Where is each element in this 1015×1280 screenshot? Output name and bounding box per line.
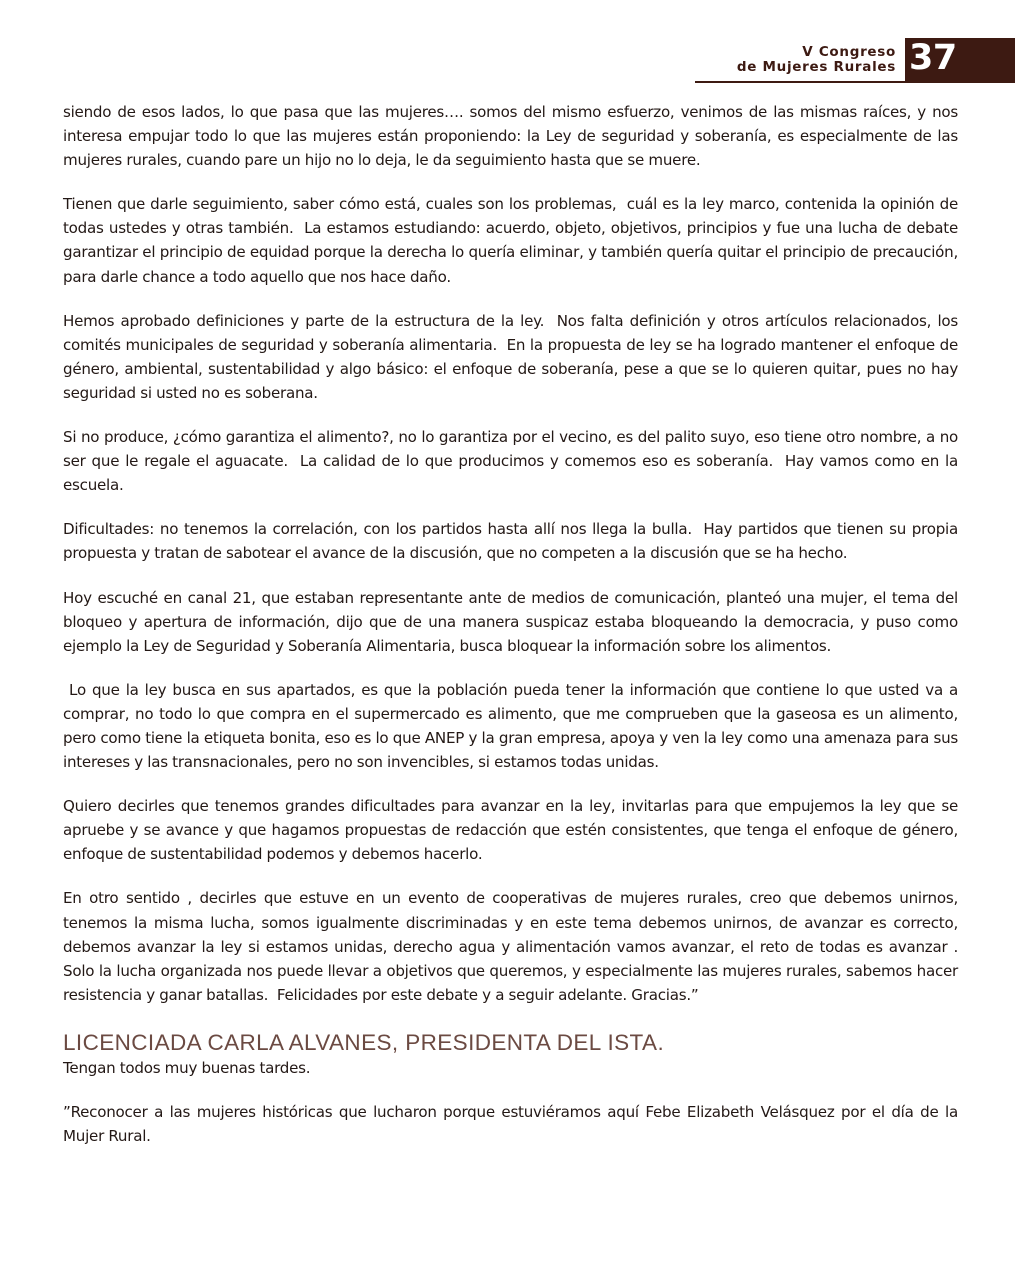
body-paragraph: ”Reconocer a las mujeres históricas que lucharon porque estuviéramos aquí Febe Elizabeth Velásquez por el día de la Mujer Rural.	[63, 1102, 963, 1145]
section-heading: LICENCIADA CARLA ALVANES, PRESIDENTA DEL ISTA.	[63, 1029, 665, 1055]
body-text-column	[63, 100, 963, 1168]
header-title-line-2: de Mujeres Rurales	[736, 59, 896, 75]
body-paragraph: Tengan todos muy buenas tardes.	[63, 1058, 311, 1077]
body-paragraph: En otro sentido , decirles que estuve en un evento de cooperativas de mujeres rurales, creo que debemos unirnos, tenemos la misma lucha, somos igualmente discriminadas y en este tema debemos unirnos, de avanzar es correcto, debemos avanzar la ley si estamos unidas, derecho agua y alimentación vamos avanzar, el reto de todas es avanzar . Solo la lucha organizada nos puede llevar a objetivos que queremos, y especialmente las mujeres rurales, sabemos hacer resistencia y ganar batallas. Felicidades por este debate y a seguir adelante. Gracias.”	[63, 889, 963, 1004]
body-paragraph: Si no produce, ¿cómo garantiza el alimento?, no lo garantiza por el vecino, es del palito suyo, eso tiene otro nombre, a no ser que le regale el aguacate. La calidad de lo que producimos y comemos eso es soberanía. Hay vamos como en la escuela.	[63, 428, 963, 495]
header-inner	[737, 38, 1015, 82]
header-divider-rule	[695, 81, 1015, 83]
body-paragraph: Dificultades: no tenemos la correlación, con los partidos hasta allí nos llega la bulla. Hay partidos que tienen su propia propuesta y tratan de sabotear el avance de la discusión, que no competen a la discusión que se ha hecho.	[63, 520, 963, 563]
page-header	[0, 38, 1015, 94]
page-number: 37	[909, 37, 957, 78]
body-paragraph: Quiero decirles que tenemos grandes dificultades para avanzar en la ley, invitarlas para que empujemos la ley que se apruebe y se avance y que hagamos propuestas de redacción que estén consistentes, que tenga el enfoque de género, enfoque de sustentabilidad podemos y debemos hacerlo.	[63, 797, 963, 864]
header-title-block	[737, 38, 905, 82]
page-number-box	[905, 38, 1015, 82]
body-paragraph: Tienen que darle seguimiento, saber cómo está, cuales son los problemas, cuál es la ley marco, contenida la opinión de todas ustedes y otras también. La estamos estudiando: acuerdo, objeto, objetivos, principios y fue una lucha de debate garantizar el principio de equidad porque la derecha lo quería eliminar, y también quería quitar el principio de precaución, para darle chance a todo aquello que nos hace daño.	[63, 195, 963, 286]
body-paragraph: Hoy escuché en canal 21, que estaban representante ante de medios de comunicación, planteó una mujer, el tema del bloqueo y apertura de información, dijo que de una manera suspicaz estaba bloqueando la democracia, y puso como ejemplo la Ley de Seguridad y Soberanía Alimentaria, busca bloquear la información sobre los alimentos.	[63, 588, 963, 655]
body-paragraph: Lo que la ley busca en sus apartados, es que la población pueda tener la información que contiene lo que usted va a comprar, no todo lo que compra en el supermercado es alimento, que me comprueben que la gaseosa es un alimento, pero como tiene la etiqueta bonita, eso es lo que ANEP y la gran empresa, apoya y ven la ley como una amenaza para sus intereses y las transnacionales, pero no son invencibles, si estamos todas unidas.	[63, 680, 963, 772]
body-paragraph: siendo de esos lados, lo que pasa que las mujeres…. somos del mismo esfuerzo, venimos de las mismas raíces, y nos interesa empujar todo lo que las mujeres están proponiendo: la Ley de seguridad y soberanía, es especialmente de las mujeres rurales, cuando pare un hijo no lo deja, le da seguimiento hasta que se muere.	[63, 103, 963, 170]
header-title-line-1: V Congreso	[802, 43, 896, 60]
body-paragraph: Hemos aprobado definiciones y parte de la estructura de la ley. Nos falta definición y otros artículos relacionados, los comités municipales de seguridad y soberanía alimentaria. En la propuesta de ley se ha logrado mantener el enfoque de género, ambiental, sustentabilidad y algo básico: el enfoque de soberanía, pese a que se lo quieren quitar, pues no hay seguridad si usted no es soberana.	[63, 311, 963, 402]
